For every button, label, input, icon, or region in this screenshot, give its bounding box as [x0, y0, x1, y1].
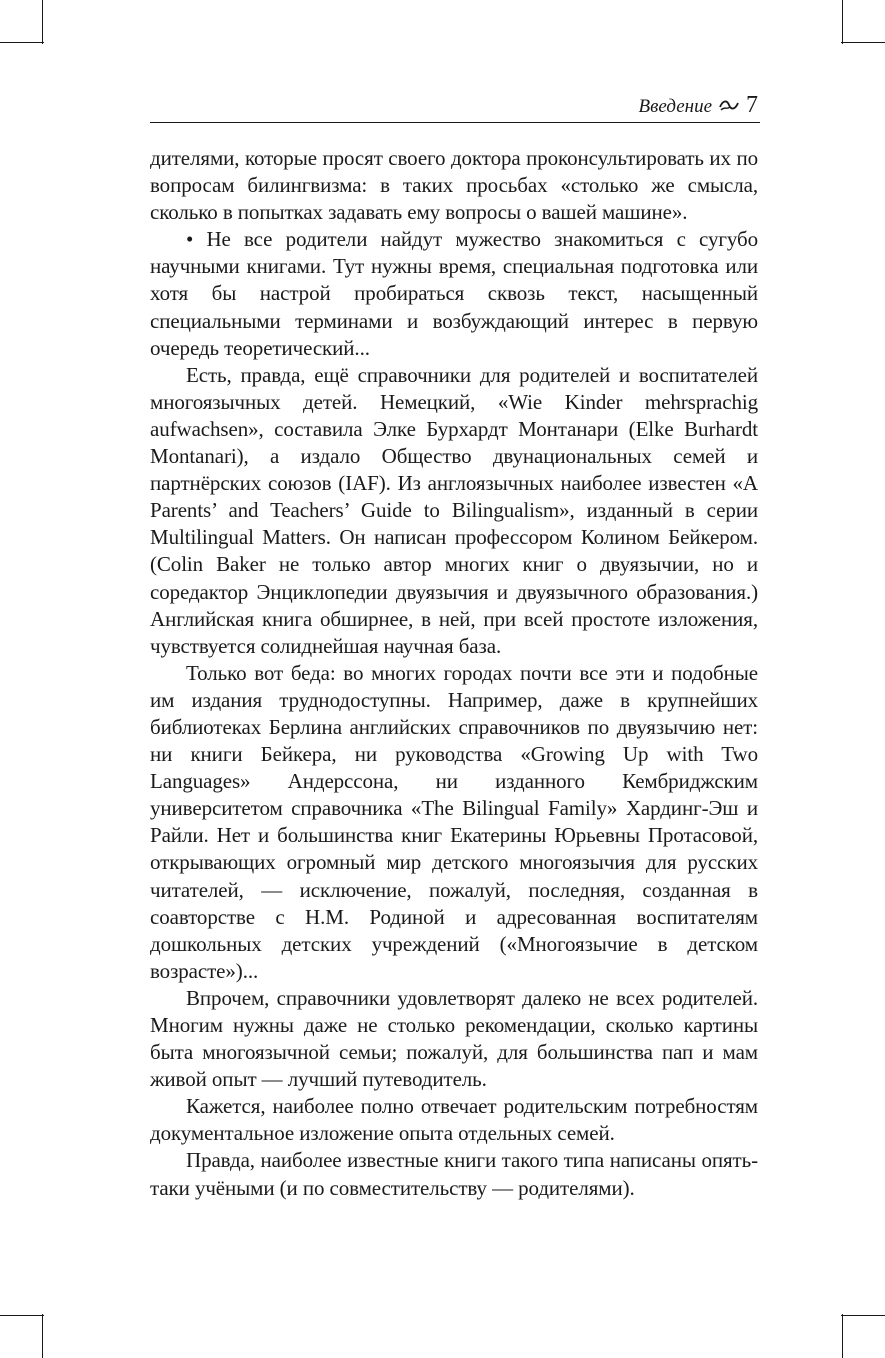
- section-title: Введение: [638, 96, 712, 117]
- crop-mark-bottom-left: [42, 1314, 43, 1358]
- header-right: [639, 92, 758, 119]
- crop-mark-top-right-h: [841, 42, 885, 43]
- paragraph: Только вот беда: во многих городах почти все эти и подобные им издания труднодоступны. Например, даже в крупнейших библиотеках Берлина английских справочников по двуязычию нет: ни книги Бейкера, ни руководства «Growing Up with Two Languages» Андерссона, ни изданного Кембриджским университетом справочника «The Bilingual Family» Хардинг-Эш и Райли. Нет и большинства книг Екатерины Юрьевны Протасовой, открывающих огромный мир детского многоязычия для русских читателей, — исключение, пожалуй, последняя, созданная в соавторстве с Н.М. Родиной и адресованная воспитателям дошкольных детских учреждений («Многоязычие в детском возрасте»)...: [150, 660, 758, 983]
- paragraph: Кажется, наиболее полно отвечает родительским потребностям документальное изложение опыта отдельных семей.: [150, 1094, 758, 1146]
- page-number: 7: [746, 92, 758, 118]
- paragraph: дителями, которые просят своего доктора проконсультировать их по вопросам билингвизма: в таких просьбах «столько же смысла, сколько в попытках задавать ему вопросы о вашей машине».: [150, 146, 758, 225]
- paragraph: Впрочем, справочники удовлетворят далеко не всех родителей. Многим нужны даже не столько рекомендации, сколько картины быта многоязычной семьи; пожалуй, для большинства пап и мам живой опыт — лучший путеводитель.: [150, 985, 758, 1092]
- crop-mark-bottom-left-h: [0, 1315, 44, 1316]
- crop-mark-bottom-right-h: [841, 1315, 885, 1316]
- crop-mark-top-left-h: [0, 42, 44, 43]
- running-header: [150, 92, 760, 123]
- crop-mark-top-left: [42, 0, 43, 44]
- fleuron-icon: [718, 96, 740, 116]
- paragraph: Есть, правда, ещё справочники для родителей и воспитателей многоязычных детей. Немецкий, «Wie Kinder mehrsprachig aufwachsen», составила Элке Бурхардт Монтанари (Elke Burhardt Montanari), а издало Общество двунациональных семей и партнёрских союзов (IAF). Из англоязычных наиболее известен «A Parents’ and Teachers’ Guide to Bilingualism», изданный в серии Multilingual Matters. Он написан профессором Колином Бейкером. (Colin Baker не только автор многих книг о двуязычии, но и соредактор Энциклопедии двуязычия и двуязычного образования.) Английская книга обширнее, в ней, при всей простоте изложения, чувствуется солиднейшая научная база.: [150, 362, 758, 658]
- crop-mark-bottom-right: [842, 1314, 843, 1358]
- paragraph: Правда, наиболее известные книги такого типа написаны опять-таки учёными (и по совместительству — родителями).: [150, 1148, 758, 1200]
- crop-mark-top-right: [842, 0, 843, 44]
- body-text: [150, 145, 758, 1202]
- paragraph: • Не все родители найдут мужество знакомиться с сугубо научными книгами. Тут нужны время, специальная подготовка или хотя бы настрой пробираться сквозь текст, насыщенный специальными терминами и возбуждающий интерес в первую очередь теоретический...: [150, 227, 758, 360]
